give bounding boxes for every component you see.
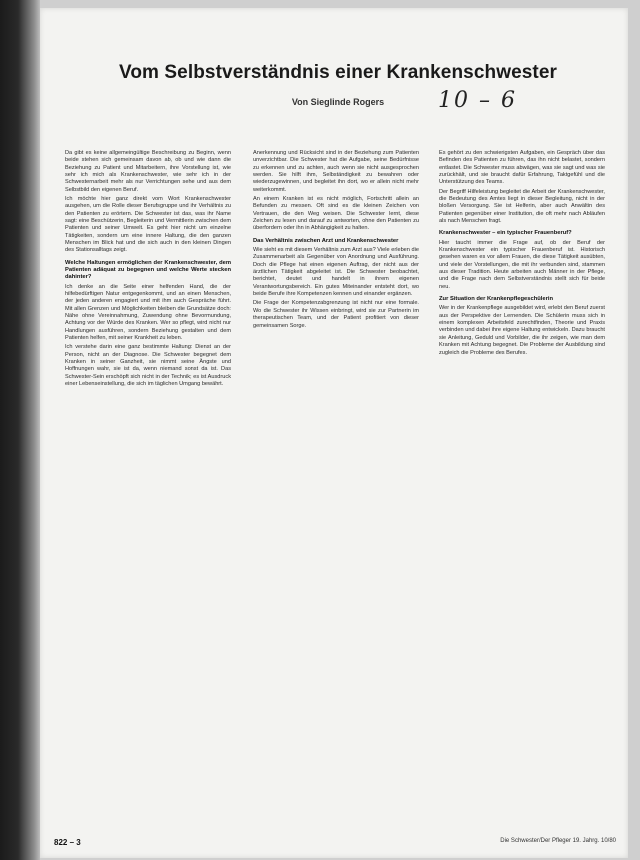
body-paragraph: Da gibt es keine allgemeingültige Beschreibung zu Beginn, wenn beide stehen sich gemeinsam davon ab, ob und wie dann die Beziehung zu Patient und Mitarbeitern, ihre Vorstellung ist, wie sehr ich mich als Krankenschwester, wie sehr ich in der Schwesternarbeit mehr als nur Verrichtungen sehe und aus dem Selbstbild den eigenen Beruf.: [65, 150, 231, 193]
body-paragraph: Hier taucht immer die Frage auf, ob der Beruf der Krankenschwester ein typischer Frauenberuf ist. Historisch gesehen waren es vor allem Frauen, die diese Tätigkeit ausübten, und viele der Vorstellungen, die mit ihr verbunden sind, stammen aus dieser Tradition. Heute arbeiten auch Männer in der Pflege, und die Frage nach dem Selbstverständnis stellt sich für beide neu.: [439, 239, 605, 290]
body-paragraph: Wer in der Krankenpflege ausgebildet wird, erlebt den Beruf zuerst aus der Perspektive der Lernenden. Die Schülerin muss sich in einem komplexen Arbeitsfeld zurechtfinden, Theorie und Praxis verbinden und dabei ihre eigene Haltung entwickeln. Dazu braucht sie Anleitung, Geduld und Vorbilder, die ihr zeigen, wie man dem Kranken mit Achtung begegnet. Die Probleme der Ausbildung sind zugleich die Probleme des Berufes.: [439, 305, 605, 356]
handwritten-mark: 10 – 6: [438, 88, 517, 113]
article-title: Vom Selbstverständnis einer Krankenschwester: [118, 62, 558, 83]
body-paragraph: Der Begriff Hilfeleistung begleitet die Arbeit der Krankenschwester, die Bedeutung des Amtes liegt in dieser Begleitung, nicht in der bloßen Versorgung. Sie ist Helferin, aber auch Anwältin des Patienten gegenüber einer Institution, die oft mehr nach Abläufen als nach Menschen fragt.: [439, 188, 605, 225]
body-paragraph: Anerkennung und Rücksicht sind in der Beziehung zum Patienten unverzichtbar. Die Schwester hat die Aufgabe, seine Bedürfnisse zu erkennen und zu achten, auch wenn sie nicht ausgesprochen werden. Sie hilft ihm, Selbständigkeit zu bewahren oder wiederzugewinnen, und begleitet ihn dort, wo er allein nicht mehr weiterkommt.: [253, 150, 419, 193]
section-heading: Welche Haltungen ermöglichen der Krankenschwester, dem Patienten adäquat zu begegnen und welche Werte stecken dahinter?: [65, 259, 231, 281]
document-page: [40, 8, 628, 858]
body-paragraph: Ich möchte hier ganz direkt vom Wort Krankenschwester ausgehen, um die Rolle dieser Berufsgruppe und ihr Verhältnis zu den Patienten zu erörtern. Die Schwester ist das, was ihr Name sagt: eine Beschützerin, Begleiterin und Vermittlerin zwischen dem Patienten und seiner Umwelt. Es geht hier nicht um einzelne Tätigkeiten, sondern um eine innere Haltung, die den ganzen Menschen im Blick hat und die sich auch in den kleinen Dingen des Stationsalltags zeigt.: [65, 196, 231, 254]
text-column-2: [253, 150, 419, 820]
body-paragraph: Die Frage der Kompetenzabgrenzung ist nicht nur eine formale. Wo die Schwester ihr Wissen einbringt, wird sie zur Partnerin im therapeutischen Team, und der Patient profitiert von dieser gemeinsamen Sorge.: [253, 300, 419, 329]
article-author: Von Sieglinde Rogers: [291, 97, 385, 107]
body-paragraph: Ich denke an die Seite einer helfenden Hand, die der hilfebedürftigen Natur entgegenkommt, und an einen Menschen, der jeden anderen engagiert und mit ihm auch Gespräche führt. Mit allen Grenzen und Möglichkeiten bleiben die Grundsätze doch: Nähe ohne Vereinnahmung, Zuwendung ohne Bevormundung, Achtung vor der Würde des Kranken. Wer so pflegt, wird nicht nur Handlungen ausführen, sondern Beziehung gestalten und dem Patienten helfen, mit seiner Krankheit zu leben.: [65, 283, 231, 342]
section-heading: Krankenschwester – ein typischer Frauenberuf?: [439, 230, 572, 237]
section-heading: Das Verhältnis zwischen Arzt und Krankenschwester: [253, 237, 399, 244]
body-paragraph: An einem Kranken ist es nicht möglich, Fortschritt allein an Befunden zu messen. Oft sind es die kleinen Zeichen von Vertrauen, die den Weg weisen. Die Schwester lernt, diese Zeichen zu lesen und darauf zu antworten, ohne den Patienten zu überfordern oder ihn in Abhängigkeit zu halten.: [253, 196, 419, 232]
section-heading: Zur Situation der Krankenpflegeschülerin: [439, 296, 554, 303]
body-paragraph: Es gehört zu den schwierigsten Aufgaben, ein Gespräch über das Befinden des Patienten zu führen, das ihn nicht belastet, sondern entlastet. Die Schwester muss abwägen, was sie sagt und was sie zurückhält, und sie braucht dafür Erfahrung, Taktgefühl und die Unterstützung des Teams.: [439, 150, 605, 186]
scan-binding-edge: [0, 0, 40, 860]
text-column-1: [65, 150, 231, 820]
text-column-3: [439, 150, 605, 820]
body-paragraph: Ich verstehe darin eine ganz bestimmte Haltung: Dienst an der Person, nicht an der Diagnose. Die Schwester begegnet dem Kranken in seiner Ganzheit, sie nimmt seine Ängste und Hoffnungen wahr, sie ist da, wenn niemand sonst da ist. Das Schwester-Sein erschöpft sich nicht in der Technik; es ist Ausdruck einer Lebenseinstellung, die sich im täglichen Umgang bewährt.: [65, 344, 231, 388]
journal-citation: Die Schwester/Der Pfleger 19. Jahrg. 10/80: [500, 838, 616, 844]
body-paragraph: Wie sieht es mit diesem Verhältnis zum Arzt aus? Viele erleben die Zusammenarbeit als Gegenüber von Anordnung und Ausführung. Doch die Pflege hat einen eigenen Auftrag, der nicht aus der ärztlichen Tätigkeit abgeleitet ist. Die Schwester beobachtet, berichtet, deutet und handelt in ihrem eigenen Verantwortungsbereich. Ein gutes Miteinander entsteht dort, wo beide Berufe ihre Kompetenzen kennen und einander ergänzen.: [253, 247, 419, 298]
page-number: 822 – 3: [54, 838, 81, 847]
